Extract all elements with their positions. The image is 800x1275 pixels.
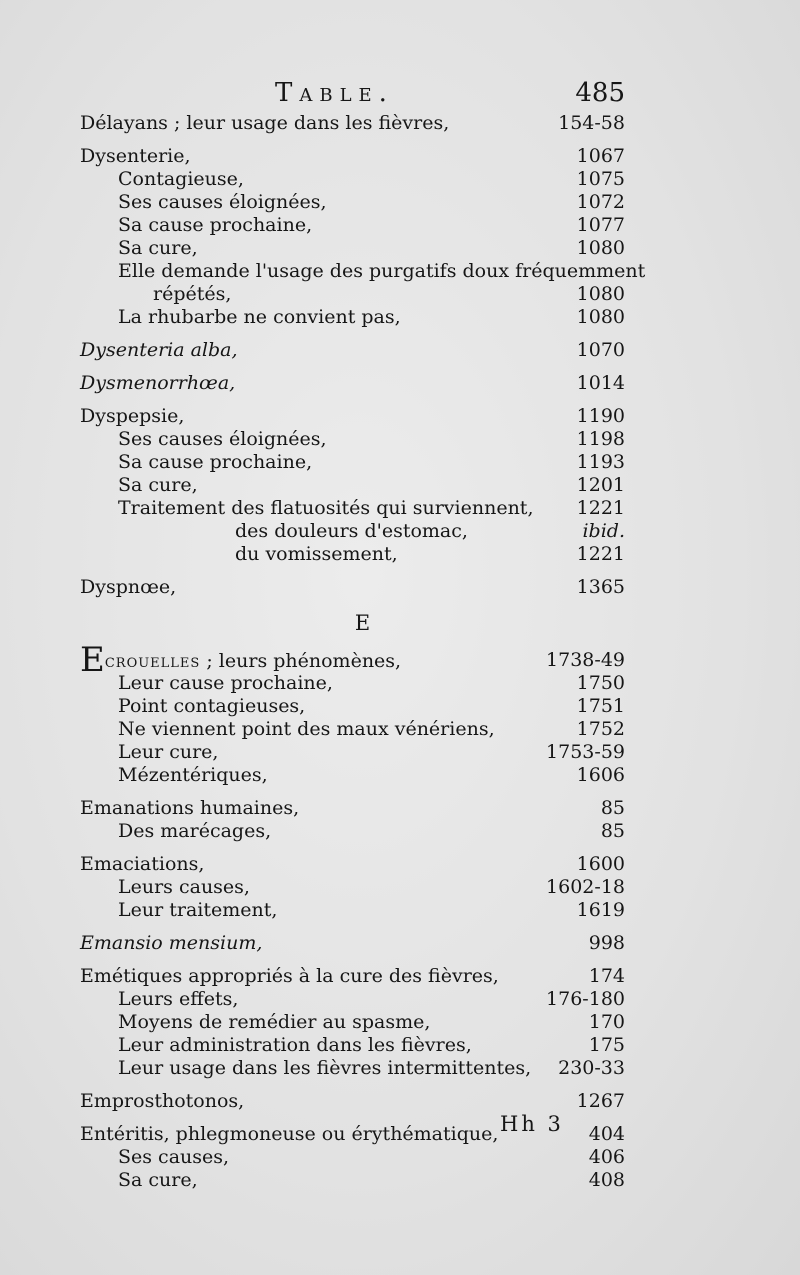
index-entry-text: Délayans ; leur usage dans les fièvres, — [80, 112, 450, 134]
index-entry — [80, 853, 625, 876]
index-entry-page: 1190 — [576, 405, 625, 427]
index-entry-text: Point contagieuses, — [118, 695, 306, 717]
index-entry-text: Ne viennent point des maux vénériens, — [118, 718, 495, 740]
index-entry-text: Mézentériques, — [118, 764, 268, 786]
index-entry-page: 176-180 — [546, 988, 625, 1010]
index-entry-text: Emétiques appropriés à la cure des fièvres, — [80, 965, 499, 987]
index-entry — [80, 145, 625, 168]
index-entry — [80, 168, 625, 191]
index-entry-page: 1080 — [576, 306, 625, 328]
index-entry — [80, 214, 625, 237]
index-entry-page: 998 — [588, 932, 625, 954]
index-entry-page: 406 — [588, 1146, 625, 1168]
index-entry-text: Dyspnœe, — [80, 576, 177, 598]
index-entry-text: des douleurs d'estomac, — [235, 520, 468, 542]
small-caps-text: crouelles — [104, 650, 201, 672]
index-entry-text: Leur cause prochaine, — [118, 672, 333, 694]
index-entry — [80, 820, 625, 843]
index-entry — [80, 932, 625, 955]
index-entry — [80, 876, 625, 899]
index-entry-page: 1014 — [576, 372, 625, 394]
index-entry — [80, 260, 646, 283]
index-entry — [80, 1034, 625, 1057]
index-entry — [80, 428, 625, 451]
index-entry — [80, 741, 625, 764]
index-entry-text: Sa cure, — [118, 1169, 198, 1191]
index-entry-text: Emansio mensium, — [80, 932, 263, 954]
index-entry — [80, 672, 625, 695]
signature-mark: Hh 3 — [500, 1112, 564, 1136]
index-entry-text: La rhubarbe ne convient pas, — [118, 306, 401, 328]
drop-cap: E — [80, 640, 105, 680]
index-entry-text: Ses causes éloignées, — [118, 191, 327, 213]
index-entry-page: 1602-18 — [546, 876, 625, 898]
index-entry-page: 1753-59 — [546, 741, 625, 763]
index-entry-page: 1070 — [576, 339, 625, 361]
running-title: Table. — [275, 78, 394, 108]
index-entry — [80, 237, 625, 260]
index-entry-page: 1752 — [576, 718, 625, 740]
index-entry-text: Leur usage dans les fièvres intermittentes, — [118, 1057, 532, 1079]
index-entry-page: 1193 — [576, 451, 625, 473]
index-entry-text: Sa cause prochaine, — [118, 214, 313, 236]
index-entry-page: 230-33 — [558, 1057, 625, 1079]
index-entry-text: Leur traitement, — [118, 899, 278, 921]
index-entry-text: Dysmenorrhœa, — [80, 372, 236, 394]
page-header — [80, 78, 625, 114]
index-content — [80, 112, 646, 1192]
index-entry-text: Ses causes, — [118, 1146, 230, 1168]
index-entry — [80, 405, 625, 428]
index-entry — [80, 899, 625, 922]
index-entry-text: répétés, — [153, 283, 232, 305]
index-entry — [80, 543, 625, 566]
index-entry — [80, 1057, 625, 1080]
index-entry — [80, 451, 625, 474]
index-entry-page: 1080 — [576, 283, 625, 305]
index-entry — [80, 797, 625, 820]
index-entry-text: Moyens de remédier au spasme, — [118, 1011, 431, 1033]
index-list-d — [80, 112, 646, 599]
index-entry-page: 1072 — [576, 191, 625, 213]
index-entry-page: 1750 — [576, 672, 625, 694]
index-entry-text — [80, 640, 402, 680]
index-entry-page: 1267 — [576, 1090, 625, 1112]
index-entry — [80, 306, 625, 329]
index-entry-text: Emanations humaines, — [80, 797, 300, 819]
index-entry — [80, 339, 625, 362]
index-entry-page: 1221 — [576, 543, 625, 565]
index-entry-page: 1751 — [576, 695, 625, 717]
index-entry-text: Entéritis, phlegmoneuse ou érythématique, — [80, 1123, 499, 1145]
index-entry — [80, 640, 625, 680]
index-entry-page: 1201 — [576, 474, 625, 496]
index-entry — [80, 718, 625, 741]
index-entry-text: Des marécages, — [118, 820, 272, 842]
index-entry — [80, 497, 625, 520]
index-entry-page: 1738-49 — [546, 649, 625, 671]
entry-text-rest: ; leurs phénomènes, — [200, 650, 402, 672]
index-entry-page: 1077 — [576, 214, 625, 236]
index-entry-text: Sa cause prochaine, — [118, 451, 313, 473]
section-letter: E — [354, 611, 371, 635]
index-entry-page: 1075 — [576, 168, 625, 190]
index-entry — [80, 191, 625, 214]
index-entry-page: 1067 — [576, 145, 625, 167]
index-entry — [80, 965, 625, 988]
index-entry-text: Elle demande l'usage des purgatifs doux fréquemment — [118, 260, 646, 282]
index-entry-page: 1080 — [576, 237, 625, 259]
index-entry-text: Contagieuse, — [118, 168, 244, 190]
index-entry-text: du vomissement, — [235, 543, 398, 565]
index-entry-page: 170 — [588, 1011, 625, 1033]
index-entry — [80, 695, 625, 718]
index-entry-page: 1600 — [576, 853, 625, 875]
index-entry — [80, 1146, 625, 1169]
index-entry-text: Emprosthotonos, — [80, 1090, 245, 1112]
index-entry-page: 408 — [588, 1169, 625, 1191]
index-entry — [80, 474, 625, 497]
index-entry — [80, 372, 625, 395]
index-entry-page: 404 — [588, 1123, 625, 1145]
index-entry-page: 174 — [588, 965, 625, 987]
index-entry-page: 1365 — [576, 576, 625, 598]
index-entry-text: Dyspepsie, — [80, 405, 185, 427]
index-entry — [80, 576, 625, 599]
index-entry — [80, 520, 625, 543]
index-entry-page: 85 — [600, 797, 625, 819]
index-entry-text: Sa cure, — [118, 474, 198, 496]
index-entry-text: Emaciations, — [80, 853, 205, 875]
index-entry-page: 1198 — [576, 428, 625, 450]
index-entry-page: 1221 — [576, 497, 625, 519]
index-entry — [80, 112, 625, 135]
index-entry — [80, 1011, 625, 1034]
index-entry-text: Sa cure, — [118, 237, 198, 259]
index-entry — [80, 283, 625, 306]
index-entry-text: Ses causes éloignées, — [118, 428, 327, 450]
index-entry-text: Leurs causes, — [118, 876, 250, 898]
index-entry-text: Leurs effets, — [118, 988, 239, 1010]
page-number: 485 — [575, 78, 625, 108]
index-entry-text: Leur administration dans les fièvres, — [118, 1034, 472, 1056]
index-entry-text: Dysenteria alba, — [80, 339, 238, 361]
index-entry-text: Leur cure, — [118, 741, 219, 763]
index-entry — [80, 1090, 625, 1113]
index-entry-page: ibid. — [582, 520, 625, 542]
index-entry — [80, 764, 625, 787]
index-entry-page: 1606 — [576, 764, 625, 786]
index-entry — [80, 988, 625, 1011]
index-entry-text: Traitement des flatuosités qui surviennent, — [118, 497, 534, 519]
index-entry-page: 175 — [588, 1034, 625, 1056]
index-entry-page: 85 — [600, 820, 625, 842]
index-entry-page: 154-58 — [558, 112, 625, 134]
index-entry-text: Dysenterie, — [80, 145, 191, 167]
index-entry — [80, 1169, 625, 1192]
index-entry-page: 1619 — [576, 899, 625, 921]
